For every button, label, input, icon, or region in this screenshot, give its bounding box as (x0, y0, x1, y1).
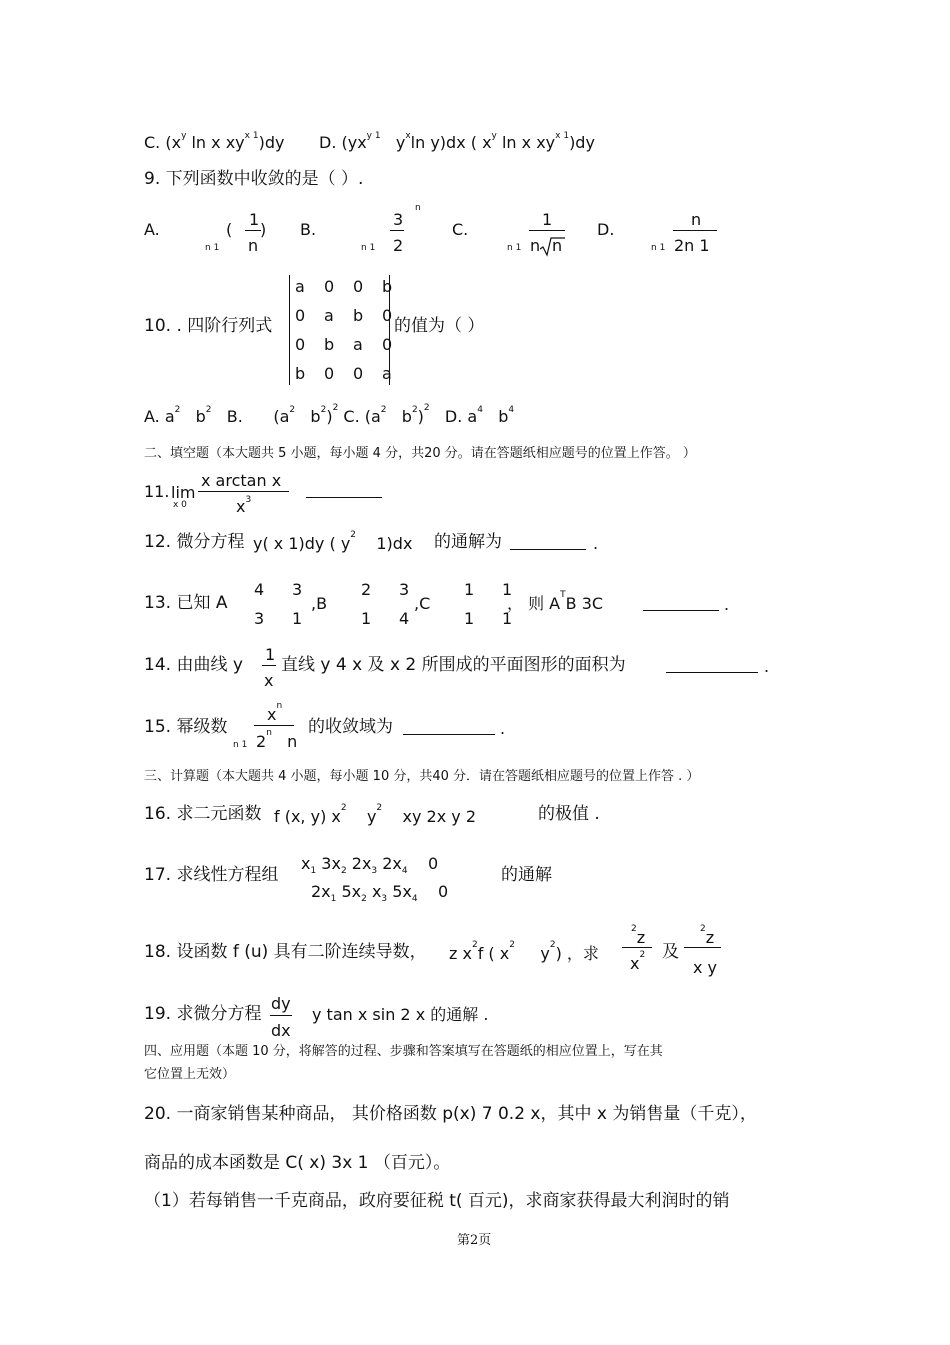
q13-matC-cell: 1 (464, 580, 475, 599)
q9-option-a-label: A. (144, 220, 160, 239)
q19-fraction-bar (270, 1015, 292, 1016)
q9-a-fraction-bar (245, 230, 261, 231)
q14-fraction-bar (262, 665, 276, 666)
q17-term: 2x (346, 854, 372, 873)
q17-term-index: 3 (371, 866, 378, 877)
determinant-cell: b (382, 277, 393, 296)
q18-label: 18. 设函数 f (u) 具有二阶连续导数， (144, 942, 427, 962)
q9-c-sum-index: n 1 (507, 243, 522, 253)
q8-option-c: C. ($x^y$ ln x $xy^{x 1})dy$ (144, 130, 285, 152)
q18-derivative-1-bar (622, 947, 652, 948)
q9-d-sum-index: n 1 (651, 243, 666, 253)
q9-b-exponent: n (415, 203, 421, 213)
q13-answer-blank (643, 610, 719, 611)
q17-rhs: 0 (427, 854, 439, 873)
q9-c-numerator: 1 (542, 210, 553, 229)
q17-term-index: 4 (401, 866, 408, 877)
q10-tail: 的值为（ ） (394, 316, 485, 336)
q18-derivative-2-numerator: $^2$z (700, 923, 715, 947)
q11-denominator: $x^3$ (236, 494, 252, 516)
q9-b-sum-index: n 1 (361, 243, 376, 253)
q16-expression: f (x, y) $x^2$ $y^2$ xy 2x y 2 (274, 802, 476, 826)
q17-term: 3x (316, 854, 341, 873)
q9-stem: 9. 下列函数中收敛的是（ ）. (144, 169, 364, 189)
q9-b-numerator: 3 (393, 210, 404, 229)
q19-expression: y tan x sin 2 x 的通解 . (312, 1005, 489, 1024)
q18-derivative-1-denominator: $x^2$ (630, 949, 646, 973)
q17-equation-2 (311, 884, 448, 904)
section-3-heading: 三、计算题（本大题共 4 小题，每小题 10 分，共40 分．请在答题纸相应题号的位置上作答 . ） (144, 769, 700, 784)
determinant-cell: 0 (295, 306, 306, 325)
q10-options: A. $a^2$ $b^2$ B. ($a^2$ $b^2)^2$ C. ($a^2$ $b^2)^2$ D. $a^4$ $b^4$ (144, 402, 515, 426)
q9-option-d-label: D. (597, 220, 615, 239)
q15-label: 15. 幂级数 (144, 717, 228, 737)
determinant-cell: b (324, 335, 335, 354)
q15-denominator: 2$^n$ n (256, 727, 298, 751)
q14-denominator: x (264, 671, 274, 690)
q17-term: 2x (377, 854, 402, 873)
q12-end: . (593, 534, 599, 553)
q9-option-b-label: B. (300, 220, 317, 239)
q9-b-fraction-bar (390, 230, 404, 231)
q13-matB-cell: 1 (361, 609, 372, 628)
section-4-heading-line-2: 它位置上无效） (144, 1067, 236, 1082)
q17-term: 5x (387, 882, 412, 901)
q8-option-d: D. ($yx^{y 1}$ $y^x\ln$ y)dx ( $x^y$ ln x $xy^{x 1})dy$ (319, 130, 595, 152)
q9-a-sum-index: n 1 (205, 243, 220, 253)
q9-b-denominator: 2 (393, 236, 404, 255)
q17-term: x (301, 854, 311, 873)
q20-line-2: 商品的成本函数是 C( x) 3x 1 （百元）。 (144, 1153, 451, 1173)
q13-matA-cell: 3 (292, 580, 303, 599)
q9-a-numerator: 1 (249, 210, 260, 229)
q16-tail: 的极值 . (538, 804, 600, 824)
determinant-cell: 0 (382, 335, 393, 354)
q14-numerator: 1 (265, 645, 276, 664)
q17-term-index: 2 (361, 894, 367, 905)
determinant-cell: 0 (324, 364, 335, 383)
q17-tail: 的通解 (501, 865, 552, 885)
q9-d-denominator: 2n 1 (674, 236, 710, 255)
page-number: 第2页 (457, 1233, 492, 1248)
q13-c-label: ,C (414, 594, 431, 613)
determinant-cell: a (324, 306, 334, 325)
q18-derivative-1-numerator: $^2$z (631, 923, 646, 947)
determinant-cell: 0 (382, 306, 393, 325)
q17-term: 5x (336, 882, 362, 901)
q10-stem: 10. . 四阶行列式 (144, 316, 273, 336)
q15-numerator: $x^n$ (267, 700, 283, 724)
q13-matA-cell: 1 (292, 609, 303, 628)
q13-matB-cell: 2 (361, 580, 372, 599)
q19-denominator: dx (271, 1021, 291, 1040)
q9-c-denominator-n: n (530, 236, 541, 255)
q9-c-radicand: n (552, 236, 563, 255)
q14-answer-blank (666, 672, 758, 673)
determinant-cell: 0 (324, 277, 335, 296)
q13-matC-cell: 1 (502, 609, 513, 628)
determinant-cell: b (295, 364, 306, 383)
q9-a-paren-right: ) (260, 220, 267, 239)
determinant-cell: a (382, 364, 392, 383)
q15-tail: 的收敛域为 (308, 717, 393, 737)
determinant-cell: b (353, 306, 364, 325)
q9-a-denominator: n (248, 236, 259, 255)
q11-lim-sub: x 0 (173, 500, 187, 510)
q16-text: 16. 求二元函数 (144, 804, 262, 824)
q15-fraction-bar (254, 725, 294, 726)
q11-label: 11. (144, 482, 170, 501)
q15-answer-blank (403, 734, 495, 735)
q13-matA-cell: 4 (254, 580, 265, 599)
q12-text: 12. 微分方程 (144, 532, 245, 552)
q17-term-index: 4 (411, 894, 418, 905)
q20-line-1: 20. 一商家销售某种商品， 其价格函数 p(x) 7 0.2 x，其中 x 为销售量（千克）， (144, 1104, 757, 1124)
q15-sum-index: n 1 (233, 740, 248, 750)
determinant-cell: 0 (353, 277, 364, 296)
q11-numerator: x arctan x (201, 471, 282, 490)
section-4-heading-line-1: 四、应用题（本题 10 分，将解答的过程、步骤和答案填写在答题纸的相应位置上，写在其 (144, 1044, 663, 1059)
q13-matC-cell: 1 (464, 609, 475, 628)
q11-answer-blank (306, 497, 382, 498)
q17-label: 17. 求线性方程组 (144, 865, 279, 885)
q9-d-fraction-bar (673, 230, 717, 231)
q17-term-index: 1 (310, 866, 317, 877)
q17-equation-1 (301, 856, 438, 876)
determinant-cell: 0 (353, 364, 364, 383)
q19-label: 19. 求微分方程 (144, 1004, 262, 1024)
q17-term-index: 2 (340, 866, 347, 877)
q14-label: 14. 由曲线 y (144, 655, 243, 675)
q13-matB-cell: 4 (399, 609, 410, 628)
q14-middle: 直线 y 4 x 及 x 2 所围成的平面图形的面积为 (281, 655, 626, 675)
q9-d-numerator: n (691, 210, 702, 229)
q9-a-paren-left: ( (226, 220, 233, 239)
section-2-heading: 二、填空题（本大题共 5 小题，每小题 4 分，共20 分。请在答题纸相应题号的位置上作答。 ） (144, 446, 696, 461)
q13-end: . (724, 595, 730, 614)
determinant-cell: 0 (295, 335, 306, 354)
q13-then: ， 则 $A^TB$ 3C (507, 589, 604, 613)
q11-lim: lim (171, 483, 196, 502)
q12-tail: 的通解为 (434, 532, 502, 552)
q13-matB-cell: 3 (399, 580, 410, 599)
q18-derivative-2-bar (684, 947, 721, 948)
q13-matC-cell: 1 (502, 580, 513, 599)
q13-matA-cell: 3 (254, 609, 265, 628)
q17-term-index: 3 (381, 894, 388, 905)
q18-expression: z $x^2f$ ( $x^2$ $y^2$) ，求 (449, 939, 599, 963)
determinant-cell: a (353, 335, 363, 354)
q18-derivative-2-denominator: x y (693, 958, 718, 977)
q11-fraction-bar (198, 491, 289, 492)
determinant-bar-left (289, 275, 290, 385)
q12-answer-blank (510, 549, 586, 550)
q9-option-c-label: C. (452, 220, 469, 239)
q13-b-label: ,B (311, 594, 328, 613)
q17-term: 2x (311, 882, 331, 901)
q12-expression: y( x 1)dy ( $y^2$ 1)dx (253, 529, 413, 553)
q17-rhs: 0 (437, 882, 449, 901)
q14-end: . (764, 657, 770, 676)
q17-term: x (366, 882, 382, 901)
q20-line-3: （1）若每销售一千克商品，政府要征税 t( 百元)，求商家获得最大利润时的销 (144, 1191, 730, 1211)
q13-label: 13. 已知 A (144, 593, 228, 613)
q19-numerator: dy (271, 994, 291, 1013)
q18-and: 及 (662, 942, 679, 962)
q15-end: . (500, 719, 506, 738)
q9-c-fraction-bar (529, 230, 565, 231)
determinant-cell: a (295, 277, 305, 296)
q17-term-index: 1 (330, 894, 337, 905)
